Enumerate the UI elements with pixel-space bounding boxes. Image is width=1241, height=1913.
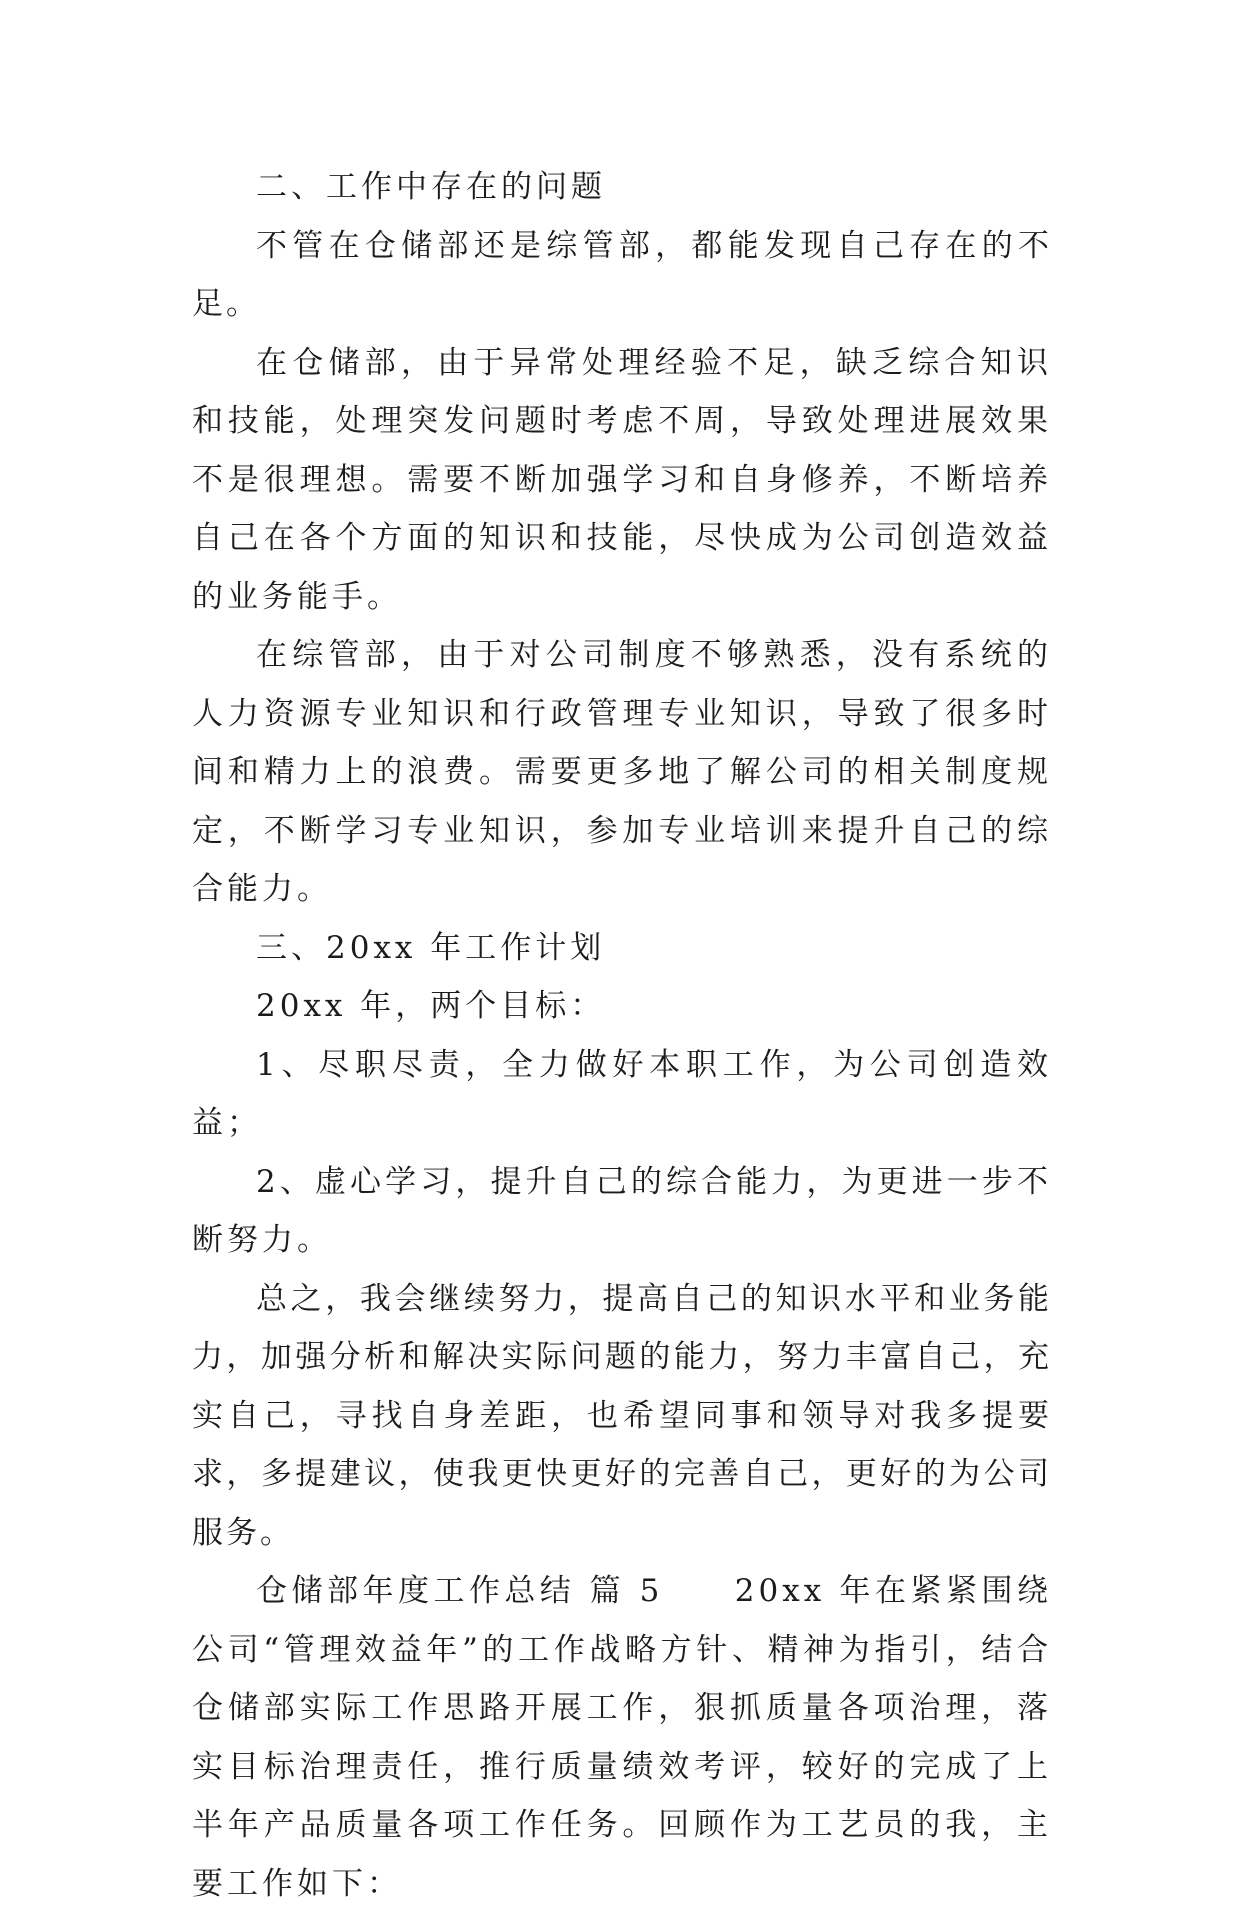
paragraph-conclusion: 总之，我会继续努力，提高自己的知识水平和业务能力，加强分析和解决实际问题的能力，努力丰富自己，充实自己，寻找自身差距，也希望同事和领导对我多提要求，多提建议，使我更快更好的完善自己，更好的为公司服务。 xyxy=(192,1280,1052,1551)
list-item-goal-2: 2、虚心学习，提升自己的综合能力，为更进一步不断努力。 xyxy=(192,1163,1052,1258)
section-heading-problems: 二、工作中存在的问题 xyxy=(256,169,606,205)
paragraph-general-management: 在综管部，由于对公司制度不够熟悉，没有系统的人力资源专业知识和行政管理专业知识，导致了很多时间和精力上的浪费。需要更多地了解公司的相关制度规定，不断学习专业知识，参加专业培训来提升自己的综合能力。 xyxy=(192,637,1052,907)
paragraph-two-goals: 20xx 年，两个目标： xyxy=(256,988,606,1024)
paragraph-shortcomings: 不管在仓储部还是综管部，都能发现自己存在的不足。 xyxy=(192,227,1052,322)
section-heading-plan: 三、20xx 年工作计划 xyxy=(256,929,606,966)
document-body xyxy=(192,158,1052,1913)
list-item-goal-1: 1、尽职尽责，全力做好本职工作，为公司创造效益； xyxy=(192,1046,1052,1141)
paragraph-warehouse: 在仓储部，由于异常处理经验不足，缺乏综合知识和技能，处理突发问题时考虑不周，导致处理进展效果不是很理想。需要不断加强学习和自身修养，不断培养自己在各个方面的知识和技能，尽快成为公司创造效益的业务能手。 xyxy=(192,344,1052,615)
paragraph-summary-part-5: 仓储部年度工作总结 篇 5 20xx 年在紧紧围绕公司“管理效益年”的工作战略方针、精神为指引，结合仓储部实际工作思路开展工作，狠抓质量各项治理，落实目标治理责任，推行质量绩效考评，较好的完成了上半年产品质量各项工作任务。回顾作为工艺员的我，主要工作如下： xyxy=(192,1573,1052,1902)
